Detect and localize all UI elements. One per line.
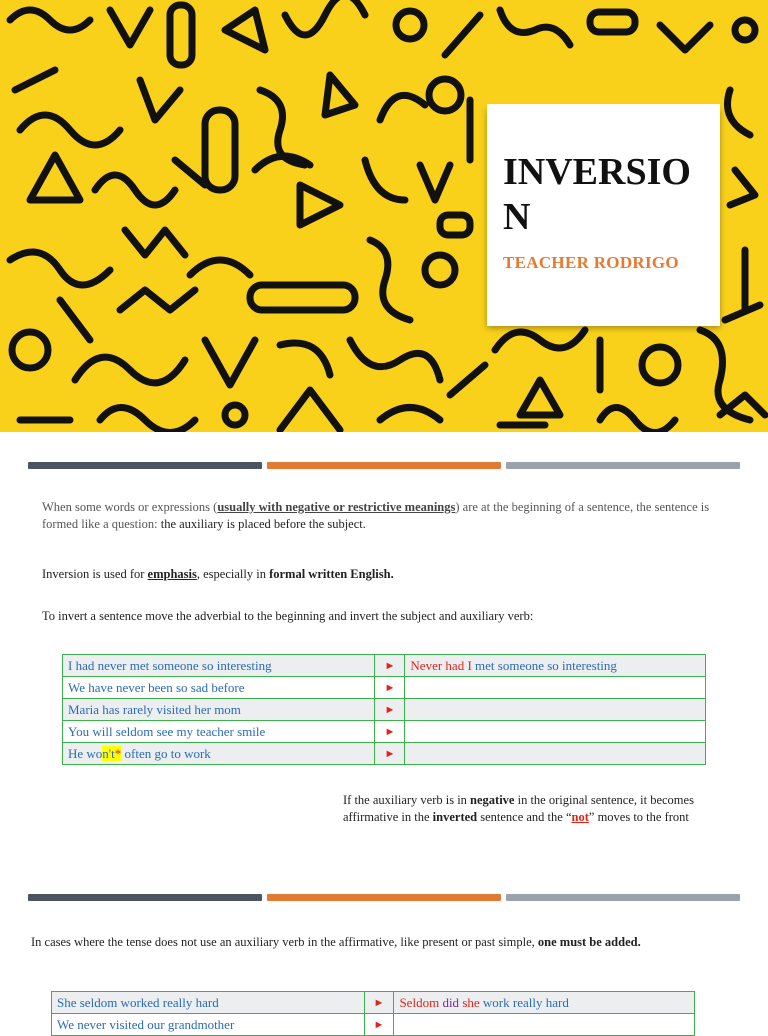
table-row: She seldom worked really hard ► Seldom did she work really hard [52,992,695,1014]
title-slide [0,0,768,432]
instruction-paragraph: To invert a sentence move the adverbial to the beginning and invert the subject and auxiliary verb: [42,609,534,623]
arrow-icon: ► [375,655,405,677]
arrow-icon: ► [375,699,405,721]
table-row: We never visited our grandmother ► [52,1014,695,1036]
answer-cell[interactable] [405,721,706,743]
arrow-icon: ► [375,677,405,699]
intro-paragraph: When some words or expressions (usually with negative or restrictive meanings) are at the beginning of a sentence, the sentence is formed like a question: the auxiliary is placed before the subject. [42,500,710,531]
auxiliary-paragraph: In cases where the tense does not use an auxiliary verb in the affirmative, like present or past simple, one must be added. [31,935,641,949]
table-row: Maria has rarely visited her mom ► [63,699,706,721]
table-row: You will seldom see my teacher smile ► [63,721,706,743]
section-divider-2 [28,894,740,901]
emphasis-restrictive-meanings: usually with negative or restrictive meanings [217,500,456,514]
answer-cell[interactable] [405,677,706,699]
section-divider-1 [28,462,740,469]
answer-cell[interactable] [405,743,706,765]
answer-cell[interactable] [394,1014,695,1036]
table-row: We have never been so sad before ► [63,677,706,699]
arrow-icon: ► [375,721,405,743]
negative-note: If the auxiliary verb is in negative in the original sentence, it becomes affirmative in the inverted sentence and the “not” moves to the front [343,793,694,824]
answer-cell[interactable] [405,699,706,721]
presentation-title: INVERSION [503,151,691,238]
arrow-icon: ► [364,1014,394,1036]
arrow-icon: ► [364,992,394,1014]
arrow-icon: ► [375,743,405,765]
title-card-top-accent [487,104,720,108]
auxiliary-table [51,991,695,1036]
title-card [487,108,720,326]
table-row: He won't* often go to work ► [63,743,706,765]
presentation-subtitle: TEACHER RODRIGO [503,253,679,272]
table-row: I had never met someone so interesting ► Never had I met someone so interesting [63,655,706,677]
emphasis-paragraph: Inversion is used for emphasis, especially in formal written English. [42,567,394,581]
inversion-table [62,654,706,765]
